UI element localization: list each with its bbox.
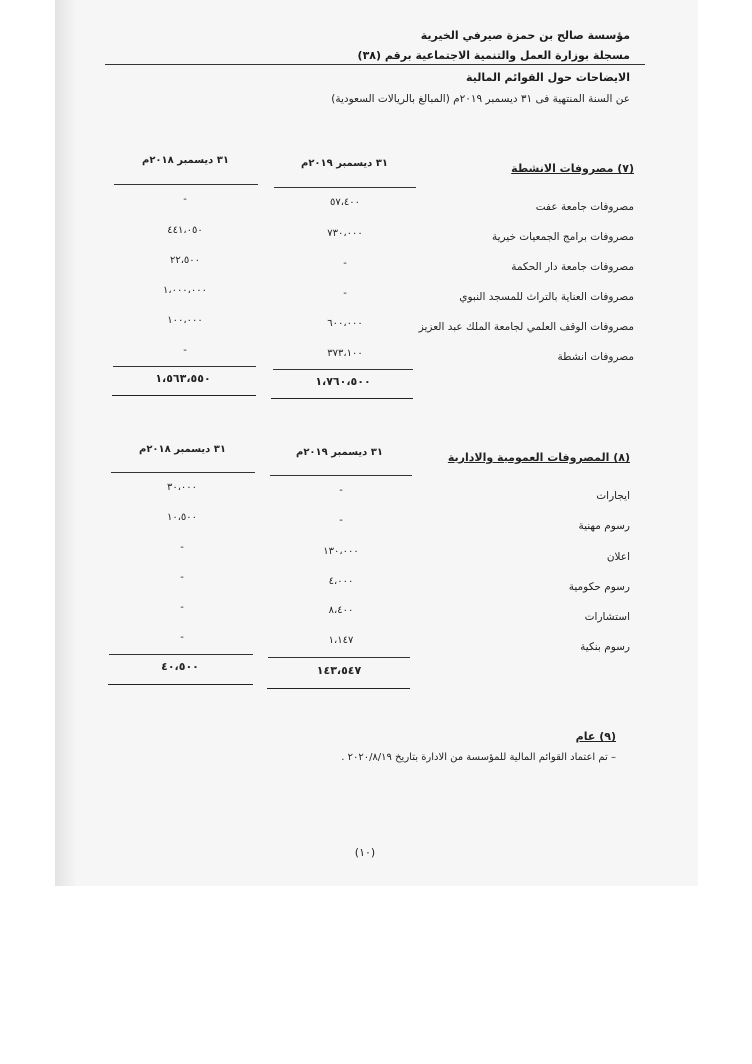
note7-row-prior: - <box>183 345 187 356</box>
note8-row-prior: - <box>180 572 184 583</box>
note8-total-prior: ٤٠،٥٠٠ <box>161 660 199 673</box>
note7-row-prior: - <box>183 194 187 205</box>
note8-subtotal-rule-current <box>268 657 410 658</box>
note8-row-label: رسوم حكومية <box>568 581 630 593</box>
note7-row-current: - <box>343 258 347 269</box>
statements-title: الايضاحات حول القوائم المالية <box>466 71 630 84</box>
note8-row-current: ١،١٤٧ <box>328 635 354 646</box>
note7-row-label: مصروفات العناية بالتراث للمسجد النبوي <box>459 291 634 303</box>
note8-row-current: - <box>339 515 343 526</box>
header-divider <box>105 64 645 65</box>
note8-subtotal-rule-prior <box>109 654 253 655</box>
note8-col-rule-prior <box>111 472 255 473</box>
note7-row-prior: ١،٠٠٠،٠٠٠ <box>162 285 208 296</box>
note7-row-prior: ١٠٠،٠٠٠ <box>167 315 203 326</box>
note7-col-prior: ٣١ ديسمبر ٢٠١٨م <box>141 155 230 166</box>
period-line: عن السنة المنتهية فى ٣١ ديسمبر ٢٠١٩م (المبالغ بالريالات السعودية) <box>331 93 630 105</box>
note8-total-current: ١٤٣،٥٤٧ <box>316 664 362 677</box>
note7-row-prior: ٤٤١،٠٥٠ <box>167 225 203 236</box>
note8-total-rule-current <box>267 688 410 689</box>
note8-row-prior: ١٠،٥٠٠ <box>166 512 198 523</box>
note8-row-label: اعلان <box>606 551 630 563</box>
note7-subtotal-rule-prior <box>113 366 256 367</box>
note8-row-prior: - <box>180 602 184 613</box>
note8-row-prior: ٣٠،٠٠٠ <box>166 482 198 493</box>
note7-total-rule-prior <box>112 395 256 396</box>
note9-title: (٩) عام <box>575 730 616 743</box>
note8-row-label: رسوم بنكية <box>580 641 630 653</box>
note8-row-current: ٨،٤٠٠ <box>328 605 354 616</box>
note8-row-prior: - <box>180 632 184 643</box>
note7-row-label: مصروفات برامج الجمعيات خيرية <box>491 231 634 243</box>
note7-row-prior: ٢٢،٥٠٠ <box>169 255 201 266</box>
note7-total-prior: ١،٥٦٣،٥٥٠ <box>155 372 211 385</box>
note8-col-rule-current <box>270 475 412 476</box>
note7-row-current: - <box>343 288 347 299</box>
note7-title: (٧) مصروفات الانشطة <box>511 162 634 175</box>
note7-row-label: مصروفات جامعة عفت <box>535 201 634 213</box>
note8-row-current: ٤،٠٠٠ <box>328 576 354 587</box>
note8-row-prior: - <box>180 542 184 553</box>
note8-col-prior: ٣١ ديسمبر ٢٠١٨م <box>138 444 227 455</box>
note7-row-current: ٦٠٠،٠٠٠ <box>327 318 363 329</box>
note8-row-current: ١٣٠،٠٠٠ <box>323 546 359 557</box>
note7-col-rule-current <box>274 187 416 188</box>
note7-col-current: ٣١ ديسمبر ٢٠١٩م <box>300 158 389 169</box>
note7-row-current: ٣٧٣،١٠٠ <box>327 348 363 359</box>
page-number: (١٠) <box>354 846 376 859</box>
note8-title: (٨) المصروفات العمومية والادارية <box>447 451 630 464</box>
org-name: مؤسسة صالح بن حمزة صيرفي الخيرية <box>420 29 630 42</box>
note8-row-current: - <box>339 485 343 496</box>
note8-col-current: ٣١ ديسمبر ٢٠١٩م <box>295 447 384 458</box>
note7-total-rule-current <box>271 398 413 399</box>
note7-total-current: ١،٧٦٠،٥٠٠ <box>315 375 371 388</box>
note8-row-label: استشارات <box>584 611 630 623</box>
note8-row-label: رسوم مهنية <box>578 520 630 532</box>
note7-subtotal-rule-current <box>273 369 413 370</box>
note7-row-label: مصروفات جامعة دار الحكمة <box>511 261 634 273</box>
note7-row-label: مصروفات انشطة <box>557 351 634 363</box>
registration-line: مسجلة بوزارة العمل والتنمية الاجتماعية برقم (٣٨) <box>357 49 630 62</box>
note7-row-current: ٧٣٠،٠٠٠ <box>327 228 363 239</box>
note8-row-label: ايجارات <box>596 490 630 502</box>
note7-row-current: ٥٧،٤٠٠ <box>329 197 361 208</box>
note7-row-label: مصروفات الوقف العلمي لجامعة الملك عبد العزيز <box>418 321 634 333</box>
note8-total-rule-prior <box>108 684 253 685</box>
note9-text: – تم اعتماد القوائم المالية للمؤسسة من الادارة بتاريخ ٢٠٢٠/٨/١٩ . <box>341 752 616 763</box>
note7-col-rule-prior <box>114 184 258 185</box>
